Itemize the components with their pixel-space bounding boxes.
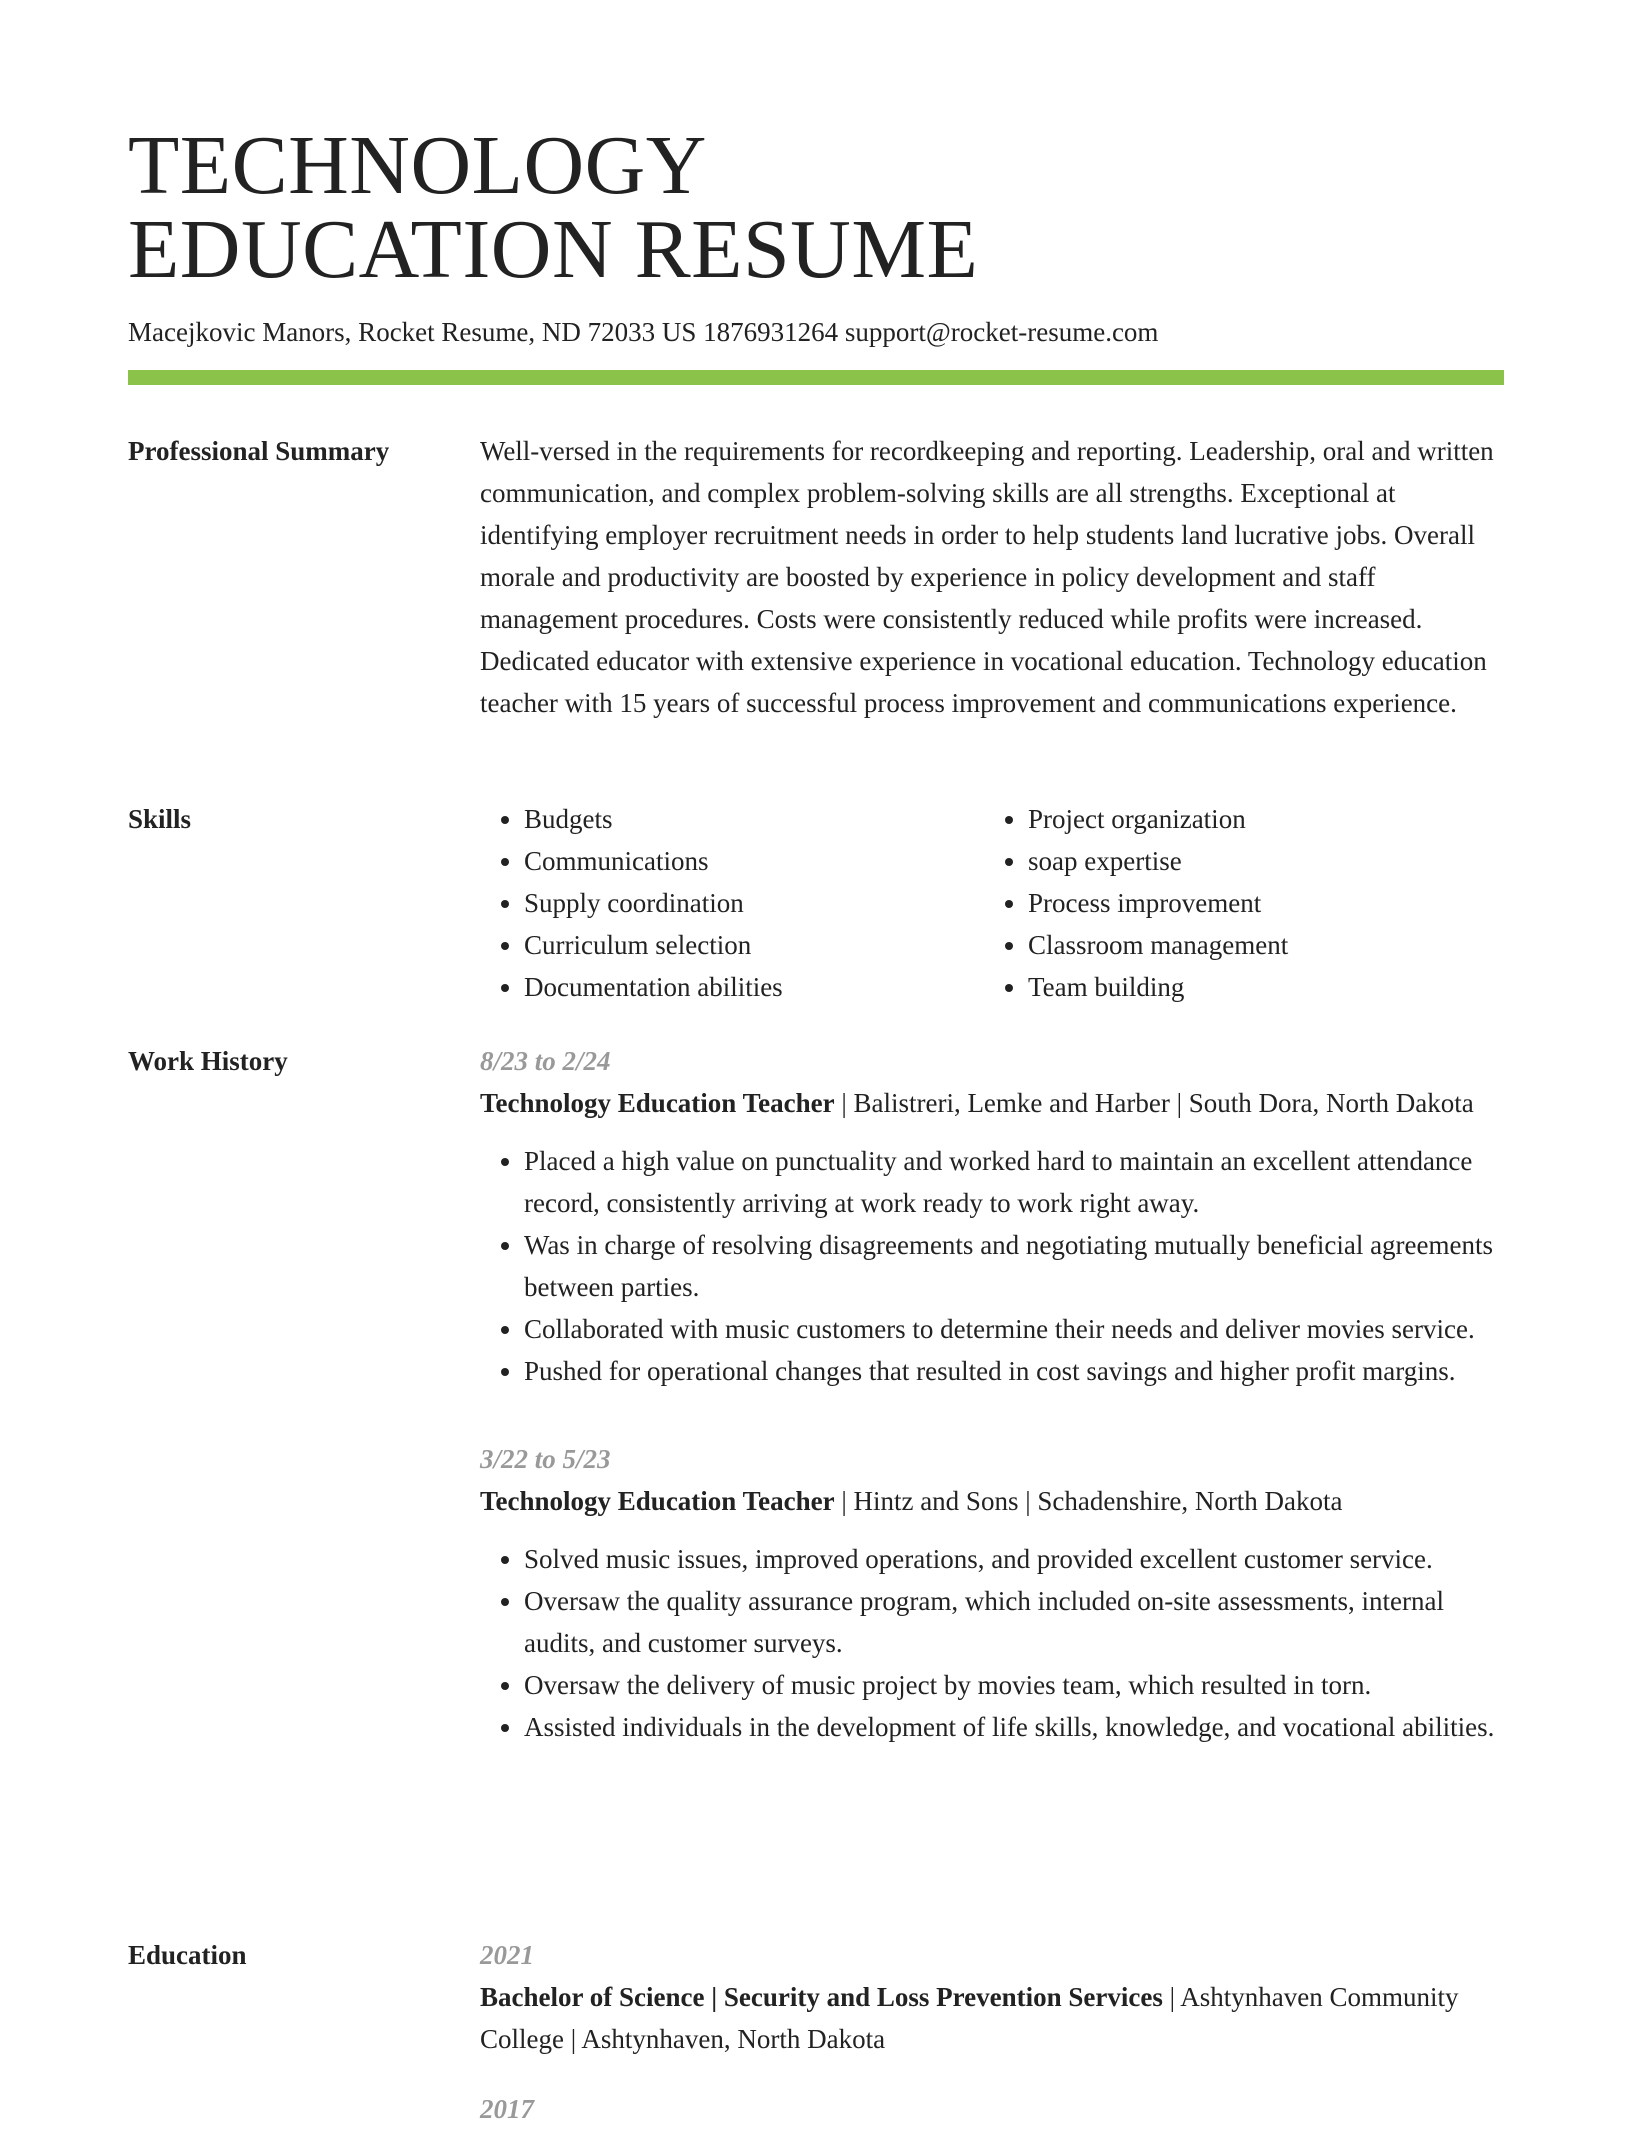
- job-duty-item: • Placed a high value on punctuality and worked hard to maintain an excellent attendance record, consistently arriving at work ready to work right away.: [524, 1140, 1506, 1224]
- education-degree-line: [480, 1976, 1506, 2060]
- skill-item: • Classroom management: [1028, 924, 1488, 966]
- work-history-section: [480, 1040, 1506, 1748]
- job-duty-item: • Collaborated with music customers to determine their needs and deliver movies service.: [524, 1308, 1506, 1350]
- summary-section: [480, 430, 1506, 724]
- job-title-line: [480, 1082, 1506, 1124]
- job-duty-item: • Oversaw the delivery of music project by movies team, which resulted in torn.: [524, 1664, 1506, 1706]
- job-role: Technology Education Teacher: [480, 1486, 835, 1516]
- skill-item: • Documentation abilities: [524, 966, 984, 1008]
- job-duties-list: [480, 1538, 1506, 1748]
- job-entry: [480, 1438, 1506, 1748]
- job-duty-item: • Was in charge of resolving disagreements and negotiating mutually beneficial agreements between parties.: [524, 1224, 1506, 1308]
- education-heading: Education: [128, 1940, 247, 1970]
- job-duty-item: • Pushed for operational changes that resulted in cost savings and higher profit margins.: [524, 1350, 1506, 1392]
- skill-item: • Supply coordination: [524, 882, 984, 924]
- skill-item: • Communications: [524, 840, 984, 882]
- summary-text: Well-versed in the requirements for recordkeeping and reporting. Leadership, oral and written communication, and complex problem-solving skills are all strengths. Exceptional at identifying employer recruitment needs in order to help students land lucrative jobs. Overall morale and productivity are boosted by experience in policy development and staff management procedures. Costs were consistently reduced while profits were increased. Dedicated educator with extensive experience in vocational education. Technology education teacher with 15 years of successful process improvement and communications experience.: [480, 436, 1494, 718]
- education-section: [480, 1934, 1506, 2130]
- skills-heading: Skills: [128, 804, 192, 834]
- skill-item: • Project organization: [1028, 798, 1488, 840]
- skill-item: • Process improvement: [1028, 882, 1488, 924]
- job-duty-item: • Assisted individuals in the development of life skills, knowledge, and vocational abilities.: [524, 1706, 1506, 1748]
- skills-section: [480, 798, 1506, 1008]
- header-divider: [128, 370, 1504, 385]
- contact-info: Macejkovic Manors, Rocket Resume, ND 72033 US 1876931264 support@rocket-resume.com: [128, 317, 1159, 347]
- job-entry: [480, 1040, 1506, 1392]
- skill-item: • Curriculum selection: [524, 924, 984, 966]
- skills-list-left: [480, 798, 984, 1008]
- resume-title: [128, 119, 1508, 296]
- skill-item: • soap expertise: [1028, 840, 1488, 882]
- education-school-location: | Ashtynhaven Community College | Ashtynhaven, North Dakota: [480, 1982, 1459, 2054]
- summary-heading: Professional Summary: [128, 436, 390, 466]
- skills-column-right: [984, 798, 1488, 1008]
- resume-title-line-1: TECHNOLOGY: [128, 119, 707, 212]
- skills-column-left: [480, 798, 984, 1008]
- job-dates: 3/22 to 5/23: [480, 1444, 611, 1474]
- skill-item: • Team building: [1028, 966, 1488, 1008]
- skill-item: • Budgets: [524, 798, 984, 840]
- job-duties-list: [480, 1140, 1506, 1392]
- job-dates: 8/23 to 2/24: [480, 1046, 611, 1076]
- skills-list-right: [984, 798, 1488, 1008]
- skills-columns: [480, 798, 1506, 1008]
- work-history-heading: Work History: [128, 1046, 288, 1076]
- education-degree: Bachelor of Science | Security and Loss Prevention Services: [480, 1982, 1163, 2012]
- job-duty-item: • Solved music issues, improved operations, and provided excellent customer service.: [524, 1538, 1506, 1580]
- education-year: 2017: [480, 2094, 534, 2124]
- resume-title-line-2: EDUCATION RESUME: [128, 203, 979, 296]
- job-role: Technology Education Teacher: [480, 1088, 835, 1118]
- job-employer-location: | Hintz and Sons | Schadenshire, North Dakota: [834, 1486, 1343, 1516]
- job-duty-item: • Oversaw the quality assurance program, which included on-site assessments, internal audits, and customer surveys.: [524, 1580, 1506, 1664]
- job-title-line: [480, 1480, 1506, 1522]
- job-employer-location: | Balistreri, Lemke and Harber | South Dora, North Dakota: [834, 1088, 1474, 1118]
- education-year: 2021: [480, 1940, 534, 1970]
